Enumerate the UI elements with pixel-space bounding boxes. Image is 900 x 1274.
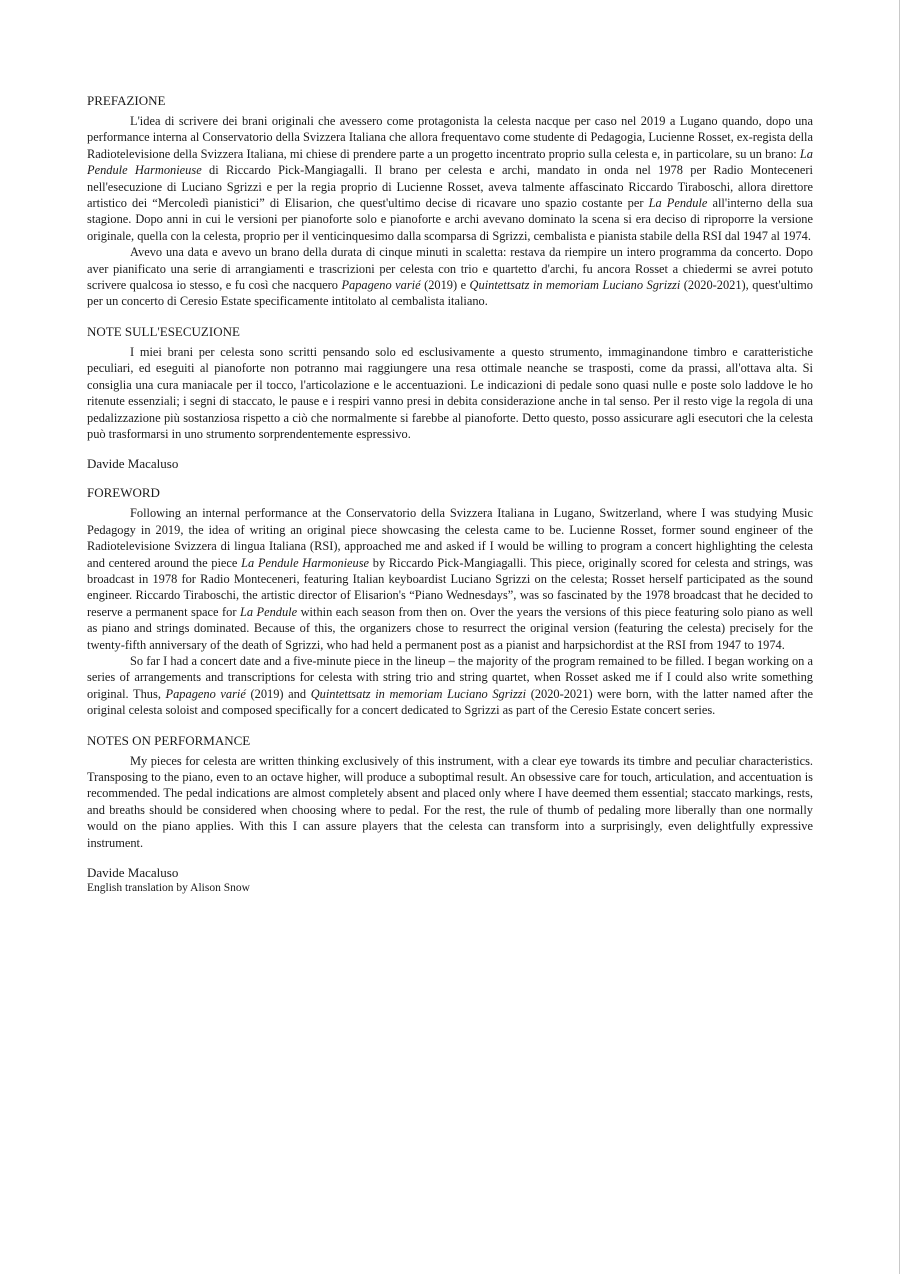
text-run: Avevo una data e avevo un brano della durata di cinque minuti in scaletta: restava da riempire un intero programma da concerto. Dopo aver pianificato una serie di arrangiamenti e trascrizioni per celesta con trio e quartetto d'archi, fu ancora Rosset a chiedermi se avrei potuto scrivere qualcosa io stesso, e fu così che nacquero	[87, 245, 813, 293]
text-run: L'idea di scrivere dei brani originali che avessero come protagonista la celesta nacque per caso nel 2019 a Lugano quando, dopo una performance interna al Conservatorio della Svizzera Italiana che allora frequentavo come studente di Pedagogia, Lucienne Rosset, ex-regista della Radiotelevisione della Svizzera Italiana, mi chiese di prendere parte a un progetto incentrato proprio sulla celesta e, in particolare, su un brano:	[87, 114, 813, 161]
italic-title: La Pendule	[239, 604, 298, 619]
text-run: (2020-2021), quest'ultimo per un concerto di Ceresio Estate specificamente intitolato al cembalista italiano.	[87, 278, 813, 309]
text-run: Following an internal performance at the Conservatorio della Svizzera Italiana in Lugano, Switzerland, where I was studying Music Pedagogy in 2019, the idea of writing an original piece showcasing the celesta came to be. Lucienne Rosset, former sound engineer of the Radiotelevisione Svizzera di lingua Italiana (RSI), approached me and asked if I would be willing to program a concert highlighting the celesta and centered around the piece	[87, 506, 813, 570]
paragraph	[87, 753, 813, 851]
italic-title: La Pendule Harmonieuse	[87, 146, 813, 178]
heading-note-esecuzione: NOTE SULL'ESECUZIONE	[87, 323, 240, 339]
italic-title: Quintettsatz in memoriam Luciano Sgrizzi	[310, 686, 527, 701]
italic-title: La Pendule Harmonieuse	[241, 555, 370, 570]
section-prefazione	[87, 92, 813, 310]
text-run: (2019) e	[420, 278, 470, 293]
paragraph	[87, 113, 813, 244]
text-run: So far I had a concert date and a five-minute piece in the lineup – the majority of the program remained to be filled. I began working on a series of arrangements and transcriptions for celesta with string trio and string quartet, when Rosset asked me if I could also write something original. Thus,	[87, 653, 813, 701]
paragraph	[87, 653, 813, 719]
text-run: di Riccardo Pick-Mangiagalli. Il brano per celesta e archi, mandato in onda nel 1978 per Radio Monteceneri nell'esecuzione di Luciano Sgrizzi e per la regia proprio di Lucienne Rosset, aveva talmente affascinato Riccardo Tiraboschi, allora direttore artistico dei “Mercoledì pianistici” di Elisarion, che quest'ultimo decise di ricavare uno spazio costante per	[87, 163, 813, 211]
text-run: I miei brani per celesta sono scritti pensando solo ed esclusivamente a questo strumento, immaginandone timbro e caratteristiche peculiari, ed eseguiti al pianoforte non potranno mai raggiungere una resa ottimale neanche se trasposti, come da prassi, all'ottava alta. Si consiglia una cura maniacale per il tocco, l'articolazione e le accentuazioni. Le indicazioni di pedale sono quasi nulle e poste solo laddove le ho ritenute essenziali; i segni di staccato, le pause e i respiri vanno presi in debita considerazione anche in tal senso. Per il resto vige la regola di una pedalizzazione più sostanziosa rispetto a ciò che normalmente si farebbe al pianoforte. Detto questo, posso assicurare agli esecutori che la celesta può trasformarsi in uno strumento sorprendentemente espressivo.	[87, 344, 813, 441]
italic-title: Quintettsatz in memoriam Luciano Sgrizzi	[469, 278, 681, 293]
heading-foreword: FOREWORD	[87, 485, 160, 501]
heading-notes-performance: NOTES ON PERFORMANCE	[87, 732, 251, 748]
signature-english: Davide Macaluso	[87, 865, 179, 881]
text-run: My pieces for celesta are written thinking exclusively of this instrument, with a clear eye towards its timbre and peculiar characteristics. Transposing to the piano, even to an octave higher, will produce a suboptimal result. An obsessive care for touch, articulation, and accentuation is recommended. The pedal indications are almost completely absent and placed only where I have deemed them essential; staccato markings, rests, and breaths should be considered when choosing where to pedal. For the rest, the rule of thumb of pedaling more liberally than one normally would on the piano applies. With this I can assure players that the celesta can transform into a surprisingly, even delightfully expressive instrument.	[87, 753, 813, 850]
paragraph	[87, 244, 813, 310]
text-run: (2019) and	[245, 686, 311, 701]
signature-italian: Davide Macaluso	[87, 456, 179, 472]
heading-prefazione: PREFAZIONE	[87, 93, 166, 108]
italic-title: Papageno varié	[341, 278, 421, 293]
italic-title: La Pendule	[648, 196, 708, 211]
text-run: by Riccardo Pick-Mangiagalli. This piece, originally scored for celesta and strings, was broadcast in 1978 for Radio Monteceneri, featuring Italian keyboardist Luciano Sgrizzi on the celesta; Rosset herself participated as the sound engineer. Riccardo Tiraboschi, the artistic director of Elisarion's “Piano Wednesdays”, was so fascinated by the 1978 broadcast that he decided to reserve a permanent space for	[87, 555, 813, 619]
translation-credit: English translation by Alison Snow	[87, 882, 250, 895]
text-run: within each season from then on. Over the years the versions of this piece featuring solo piano as well as piano and strings dominated. Because of this, the organizers chose to resurrect the original version (featuring the celesta) precisely for the twenty-fifth anniversary of the death of Sgrizzi, who had held a permanent post as a pianist and harpsichordist at the RSI from 1947 to 1974.	[87, 604, 814, 652]
section-note-esecuzione	[87, 323, 813, 442]
paragraph	[87, 344, 813, 442]
text-run: all'interno della sua stagione. Dopo anni in cui le versioni per pianoforte solo e pianoforte e archi avevano dominato la scena si era deciso di riproporre la versione originale, quella con la celesta, proprio per il venticinquesimo dalla scomparsa di Sgrizzi, cembalista e pianista stabile della RSI dal 1947 al 1974.	[87, 196, 814, 243]
section-notes-performance	[87, 732, 813, 851]
italic-title: Papageno varié	[165, 686, 246, 701]
text-run: (2020-2021) were born, with the latter named after the original celesta soloist and composed specifically for a concert dedicated to Sgrizzi as part of the Ceresio Estate concert series.	[87, 686, 814, 718]
section-foreword	[87, 484, 813, 718]
paragraph	[87, 505, 813, 653]
